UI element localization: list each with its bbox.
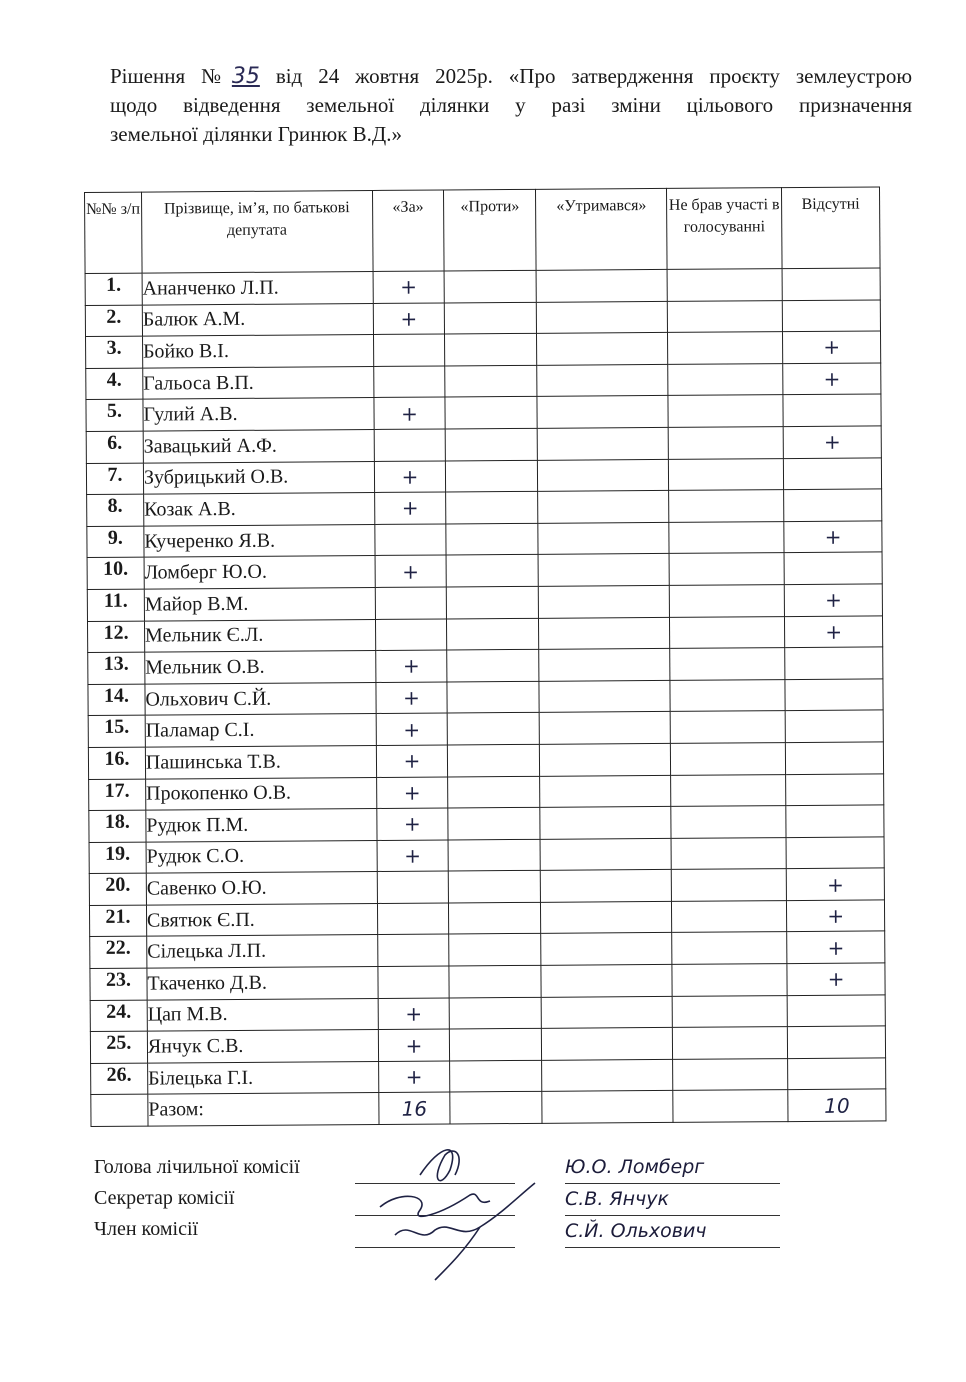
vote-for <box>374 524 446 556</box>
vote-absent <box>783 394 881 426</box>
vote-against <box>445 302 537 334</box>
row-number: 21. <box>89 905 146 937</box>
vote-absent: + <box>784 521 882 553</box>
vote-no-participation <box>671 869 786 901</box>
vote-no-participation <box>668 363 783 395</box>
vote-against <box>445 397 537 429</box>
secretary-label: Секретар комісії <box>94 1187 235 1209</box>
col-against: «Проти» <box>444 189 536 271</box>
vote-abstain <box>537 301 668 334</box>
vote-absent: + <box>787 900 885 932</box>
chair-label: Голова лічильної комісії <box>94 1156 300 1178</box>
row-number: 7. <box>86 463 143 495</box>
vote-no-participation <box>668 427 783 459</box>
member-name: С.Й. Ольхович <box>565 1216 780 1248</box>
deputy-name: Пашинська Т.В. <box>145 745 376 778</box>
vote-absent <box>785 742 883 774</box>
vote-abstain <box>538 459 669 492</box>
vote-absent <box>785 679 883 711</box>
row-number: 12. <box>87 621 144 653</box>
vote-absent <box>786 805 884 837</box>
vote-absent <box>784 552 882 584</box>
deputy-name: Ананченко Л.П. <box>142 271 373 304</box>
deputy-name: Майор В.М. <box>144 587 375 620</box>
vote-for: + <box>376 776 448 808</box>
vote-against <box>446 523 538 555</box>
vote-for: + <box>376 745 448 777</box>
row-number: 3. <box>86 336 143 368</box>
vote-against <box>446 491 538 523</box>
vote-against <box>450 1029 542 1061</box>
vote-no-participation <box>667 269 782 301</box>
document-title <box>110 62 912 149</box>
chair-name: Ю.О. Ломберг <box>565 1152 780 1184</box>
row-number: 9. <box>87 526 144 558</box>
total-label: Разом: <box>148 1093 379 1126</box>
deputy-name: Балюк А.М. <box>142 303 373 336</box>
row-number: 18. <box>89 810 146 842</box>
vote-for <box>377 934 449 966</box>
vote-no-participation <box>669 553 784 585</box>
vote-for <box>375 619 447 651</box>
row-number: 16. <box>88 747 145 779</box>
vote-abstain <box>542 1059 673 1092</box>
vote-against <box>449 965 541 997</box>
vote-abstain <box>540 775 671 808</box>
vote-absent: + <box>783 331 881 363</box>
vote-no-participation <box>672 995 787 1027</box>
vote-no-participation <box>672 964 787 996</box>
vote-abstain <box>539 712 670 745</box>
vote-against <box>445 365 537 397</box>
row-number: 20. <box>89 873 146 905</box>
deputy-name: Рудюк С.О. <box>146 840 377 873</box>
vote-absent <box>783 458 881 490</box>
vote-no-participation <box>671 806 786 838</box>
row-number: 23. <box>90 968 147 1000</box>
deputy-name: Савенко О.Ю. <box>146 872 377 905</box>
member-label: Член комісії <box>94 1218 199 1240</box>
row-number: 6. <box>86 431 143 463</box>
vote-absent <box>784 489 882 521</box>
vote-no-participation <box>670 616 785 648</box>
vote-no-participation <box>667 300 782 332</box>
row-number: 11. <box>87 589 144 621</box>
row-number: 25. <box>90 1031 147 1063</box>
vote-no-participation <box>669 458 784 490</box>
vote-for: + <box>378 1061 450 1093</box>
vote-for: + <box>375 682 447 714</box>
deputy-name: Ольхович С.Й. <box>145 682 376 715</box>
title-line-1 <box>110 62 912 91</box>
vote-absent <box>787 1026 885 1058</box>
vote-for: + <box>373 397 445 429</box>
row-number: 15. <box>88 715 145 747</box>
vote-no-participation <box>669 490 784 522</box>
vote-for: + <box>378 998 450 1030</box>
vote-against <box>444 270 536 302</box>
deputy-name: Сілецька Л.П. <box>147 935 378 968</box>
vote-abstain <box>541 901 672 934</box>
deputy-name: Зубрицький О.В. <box>143 461 374 494</box>
title-line-3: земельної ділянки Гринюк В.Д.» <box>110 122 402 146</box>
vote-abstain <box>537 333 668 366</box>
col-number: №№ з/п <box>85 192 142 273</box>
vote-no-participation <box>669 521 784 553</box>
row-number: 26. <box>91 1063 148 1095</box>
row-number: 13. <box>88 652 145 684</box>
col-name: Прізвище, ім’я, по батькові депутата <box>141 190 372 273</box>
vote-against <box>447 586 539 618</box>
handwritten-signatures <box>360 1135 550 1285</box>
vote-abstain <box>540 838 671 871</box>
vote-against <box>449 902 541 934</box>
vote-for <box>373 334 445 366</box>
signature-labels <box>94 1152 300 1245</box>
vote-abstain <box>540 807 671 840</box>
col-abstain: «Утримався» <box>536 188 667 270</box>
vote-for: + <box>376 808 448 840</box>
deputy-name: Янчук С.В. <box>147 1030 378 1063</box>
vote-for: + <box>373 271 445 303</box>
row-number: 24. <box>90 1000 147 1032</box>
decision-number: 35 <box>231 64 260 89</box>
row-number: 14. <box>88 684 145 716</box>
vote-against <box>447 681 539 713</box>
vote-no-participation <box>670 679 785 711</box>
vote-for: + <box>373 303 445 335</box>
deputy-name: Ткаченко Д.В. <box>147 967 378 1000</box>
row-number: 19. <box>89 842 146 874</box>
vote-for: + <box>375 555 447 587</box>
vote-against <box>447 649 539 681</box>
total-no-vote <box>673 1090 788 1122</box>
vote-absent <box>782 268 880 300</box>
vote-no-participation <box>671 774 786 806</box>
vote-abstain <box>540 743 671 776</box>
deputy-name: Цап М.В. <box>147 998 378 1031</box>
vote-against <box>446 555 538 587</box>
row-number: 17. <box>89 779 146 811</box>
vote-abstain <box>538 522 669 555</box>
deputy-name: Рудюк П.М. <box>146 809 377 842</box>
vote-for <box>377 966 449 998</box>
total-absent: 10 <box>788 1089 886 1121</box>
vote-absent: + <box>785 615 883 647</box>
row-number: 8. <box>87 494 144 526</box>
vote-absent: + <box>786 868 884 900</box>
vote-against <box>446 460 538 492</box>
vote-for: + <box>374 461 446 493</box>
deputy-name: Ломберг Ю.О. <box>144 556 375 589</box>
vote-no-participation <box>670 648 785 680</box>
vote-absent <box>787 995 885 1027</box>
vote-absent: + <box>783 426 881 458</box>
row-number: 5. <box>86 399 143 431</box>
deputy-name: Білецька Г.І. <box>147 1061 378 1094</box>
total-for: 16 <box>378 1092 450 1124</box>
vote-no-participation <box>668 395 783 427</box>
vote-against <box>448 713 540 745</box>
vote-for <box>377 871 449 903</box>
vote-for <box>373 366 445 398</box>
vote-absent <box>786 837 884 869</box>
vote-against <box>449 934 541 966</box>
vote-absent: + <box>784 584 882 616</box>
vote-for: + <box>378 1029 450 1061</box>
vote-against <box>446 428 538 460</box>
vote-absent: + <box>783 363 881 395</box>
vote-no-participation <box>672 900 787 932</box>
vote-for <box>377 903 449 935</box>
row-number: 22. <box>90 937 147 969</box>
vote-against <box>445 334 537 366</box>
vote-against <box>448 776 540 808</box>
col-no-vote: Не брав участі в голосуванні <box>667 188 782 270</box>
deputy-name: Святюк Є.П. <box>146 903 377 936</box>
vote-abstain <box>541 996 672 1029</box>
table-header-row <box>85 187 881 274</box>
vote-no-participation <box>673 1027 788 1059</box>
total-num-cell <box>91 1095 148 1127</box>
vote-no-participation <box>668 332 783 364</box>
vote-no-participation <box>672 932 787 964</box>
vote-for <box>374 429 446 461</box>
vote-absent: + <box>787 963 885 995</box>
vote-abstain <box>541 933 672 966</box>
total-abstain <box>542 1091 673 1124</box>
col-absent: Відсутні <box>782 187 881 269</box>
deputy-name: Гулий А.В. <box>143 398 374 431</box>
vote-abstain <box>537 364 668 397</box>
deputy-name: Прокопенко О.В. <box>146 777 377 810</box>
deputy-name: Кучеренко Я.В. <box>144 524 375 557</box>
vote-for <box>375 587 447 619</box>
row-number: 10. <box>87 557 144 589</box>
vote-abstain <box>542 1028 673 1061</box>
vote-against <box>447 618 539 650</box>
vote-for: + <box>376 713 448 745</box>
vote-abstain <box>541 870 672 903</box>
vote-absent: + <box>787 931 885 963</box>
row-number: 2. <box>85 305 142 337</box>
vote-abstain <box>541 964 672 997</box>
deputy-name: Паламар С.І. <box>145 714 376 747</box>
decision-date-text: від 24 жовтня 2025р. «Про затвердження проєкту землеустрою <box>275 64 913 88</box>
vote-for: + <box>374 492 446 524</box>
deputy-name: Мельник О.В. <box>145 651 376 684</box>
vote-against <box>448 807 540 839</box>
vote-against <box>448 839 540 871</box>
deputy-name: Гальоса В.П. <box>143 366 374 399</box>
col-for: «За» <box>372 190 444 271</box>
vote-for: + <box>377 840 449 872</box>
deputy-name: Козак А.В. <box>144 493 375 526</box>
deputy-name: Завацький А.Ф. <box>143 429 374 462</box>
voting-table <box>84 186 887 1127</box>
vote-for: + <box>375 650 447 682</box>
vote-no-participation <box>671 837 786 869</box>
vote-abstain <box>538 554 669 587</box>
vote-abstain <box>539 585 670 618</box>
vote-against <box>450 997 542 1029</box>
vote-abstain <box>537 396 668 429</box>
vote-absent <box>786 773 884 805</box>
vote-no-participation <box>670 711 785 743</box>
title-line-2: щодо відведення земельної ділянки у разі зміни цільового призначення <box>110 93 912 117</box>
vote-absent <box>785 647 883 679</box>
deputy-name: Мельник Є.Л. <box>144 619 375 652</box>
row-number: 1. <box>85 273 142 305</box>
vote-abstain <box>538 491 669 524</box>
decision-prefix: Рішення № <box>110 64 232 88</box>
vote-absent <box>782 300 880 332</box>
vote-no-participation <box>669 585 784 617</box>
vote-absent <box>788 1058 886 1090</box>
vote-abstain <box>536 269 667 302</box>
total-against <box>450 1092 542 1124</box>
vote-against <box>450 1060 542 1092</box>
vote-against <box>449 871 541 903</box>
total-row <box>91 1089 886 1126</box>
vote-abstain <box>539 617 670 650</box>
vote-abstain <box>539 680 670 713</box>
deputy-name: Бойко В.І. <box>142 335 373 368</box>
vote-abstain <box>537 427 668 460</box>
vote-abstain <box>539 649 670 682</box>
vote-absent <box>785 710 883 742</box>
signatory-names <box>565 1152 780 1248</box>
secretary-name: С.В. Янчук <box>565 1184 780 1216</box>
vote-no-participation <box>673 1058 788 1090</box>
row-number: 4. <box>86 368 143 400</box>
vote-against <box>448 744 540 776</box>
vote-no-participation <box>671 743 786 775</box>
